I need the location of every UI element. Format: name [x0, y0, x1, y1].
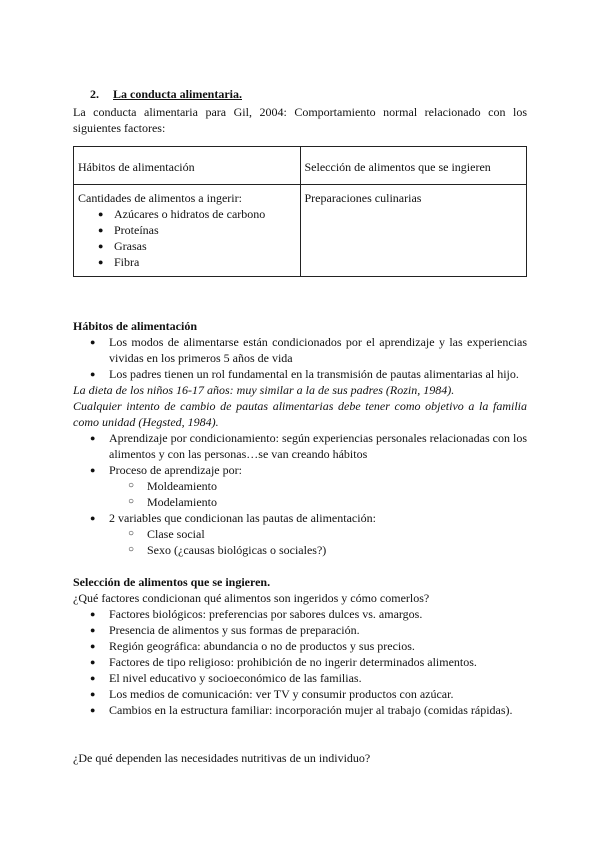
proceso-sublist: [109, 478, 527, 510]
table-cell-habitos: Hábitos de alimentación: [74, 147, 301, 185]
intro-paragraph: La conducta alimentaria para Gil, 2004: Comportamiento normal relacionado con los siguientes factores:: [73, 105, 527, 135]
list-item: ● Fibra: [78, 254, 296, 270]
seleccion-question: ¿Qué factores condicionan qué alimentos son ingeridos y cómo comerlos?: [73, 591, 430, 605]
list-item: ● Los padres tienen un rol fundamental en la transmisión de pautas alimentarias al hijo.: [73, 366, 527, 382]
proceso-label: Proceso de aprendizaje por:: [109, 463, 242, 477]
section-title-text: La conducta alimentaria.: [113, 87, 242, 101]
list-item: ● Presencia de alimentos y sus formas de preparación.: [73, 622, 527, 638]
seleccion-section: [73, 574, 527, 718]
table-cell-cantidades: [74, 185, 301, 277]
list-item: ● Proteínas: [78, 222, 296, 238]
seleccion-heading: Selección de alimentos que se ingieren.: [73, 575, 271, 589]
habitos-list-2: [73, 430, 527, 558]
table-row: [74, 185, 527, 277]
table-cell-preparaciones: Preparaciones culinarias: [300, 185, 527, 277]
list-item: ○ Moldeamiento: [73, 478, 527, 494]
habitos-section: [73, 318, 527, 558]
section-title: [90, 86, 242, 102]
list-item: ● Los modos de alimentarse están condicionados por el aprendizaje y las experiencias vividas en los primeros 5 años de vida: [73, 334, 527, 366]
seleccion-list: [73, 606, 527, 718]
table-row: [74, 147, 527, 185]
quote-rozin: La dieta de los niños 16-17 años: muy similar a la de sus padres (Rozin, 1984).: [73, 383, 455, 397]
list-item: ● El nivel educativo y socioeconómico de las familias.: [73, 670, 527, 686]
list-item: ○ Sexo (¿causas biológicas o sociales?): [73, 542, 527, 558]
section-number: 2.: [90, 87, 99, 101]
list-item: ● Cambios en la estructura familiar: incorporación mujer al trabajo (comidas rápidas).: [73, 702, 527, 718]
list-item: ● Grasas: [78, 238, 296, 254]
list-item: ○ Clase social: [73, 526, 527, 542]
list-item: [73, 510, 527, 558]
list-item: [73, 462, 527, 510]
list-item: ● Factores biológicos: preferencias por sabores dulces vs. amargos.: [73, 606, 527, 622]
final-question: ¿De qué dependen las necesidades nutritivas de un individuo?: [73, 751, 371, 765]
list-item: ● Factores de tipo religioso: prohibición de no ingerir determinados alimentos.: [73, 654, 527, 670]
table-cell-seleccion: Selección de alimentos que se ingieren: [300, 147, 527, 185]
variables-label: 2 variables que condicionan las pautas de alimentación:: [109, 511, 376, 525]
list-item: ● Región geográfica: abundancia o no de productos y sus precios.: [73, 638, 527, 654]
list-item: ● Aprendizaje por condicionamiento: según experiencias personales relacionadas con los alimentos y con las personas…se van creando hábitos: [73, 430, 527, 462]
cantidades-list: [78, 206, 296, 270]
list-item: ● Los medios de comunicación: ver TV y consumir productos con azúcar.: [73, 686, 527, 702]
list-item: ○ Modelamiento: [73, 494, 527, 510]
cantidades-label: Cantidades de alimentos a ingerir:: [78, 191, 242, 205]
quote-hegsted: Cualquier intento de cambio de pautas alimentarias debe tener como objetivo a la familia como unidad (Hegsted, 1984).: [73, 399, 527, 429]
list-item: ● Azúcares o hidratos de carbono: [78, 206, 296, 222]
variables-sublist: [109, 526, 527, 558]
habitos-heading: Hábitos de alimentación: [73, 319, 198, 333]
habitos-list: [73, 334, 527, 382]
factors-table: [73, 146, 527, 277]
